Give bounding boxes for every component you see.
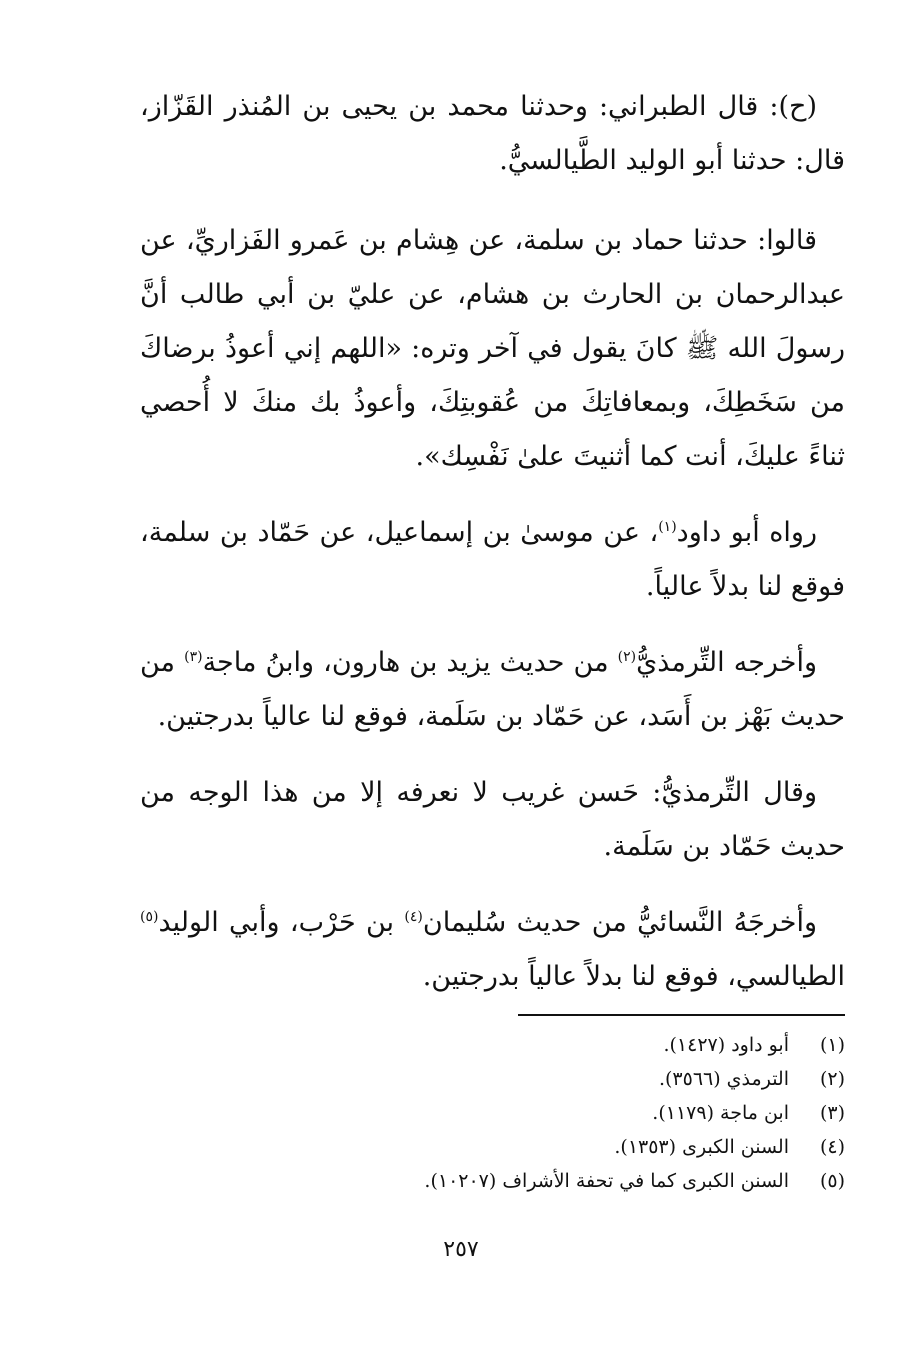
- footnote-text: ابن ماجة (١١٧٩).: [652, 1102, 789, 1124]
- footnote-number: (٤): [819, 1136, 845, 1158]
- footnotes-section: [140, 1028, 845, 1198]
- footnote-3: [140, 1096, 845, 1130]
- paragraph-text: (ح): قال الطبراني: وحدثنا محمد بن يحيى بن المُنذر القَزّاز، قال: حدثنا أبو الوليد الطَّيالسيُّ.: [140, 91, 845, 176]
- paragraph-nasai: [140, 896, 845, 1004]
- footnote-text: الترمذي (٣٥٦٦).: [658, 1068, 789, 1090]
- paragraph-text: وقال التِّرمذيُّ: حَسن غريب لا نعرفه إلا من هذا الوجه من حديث حَمّاد بن سَلَمة.: [140, 777, 845, 862]
- footnote-text: أبو داود (١٤٢٧).: [663, 1034, 789, 1056]
- paragraph-text: الطيالسي، فوقع لنا بدلاً عالياً بدرجتين.: [422, 961, 845, 992]
- paragraph-text: من حديث يزيد بن هارون، وابنُ ماجة: [202, 647, 618, 678]
- paragraph-text: ، عن موسىٰ بن إسماعيل، عن حَمّاد بن سلمة، فوقع لنا بدلاً عالياً.: [140, 517, 845, 602]
- paragraph-abu-dawud: [140, 506, 845, 614]
- paragraph-hadith-text: [140, 214, 845, 484]
- footnote-ref-3[interactable]: (٣): [184, 649, 203, 665]
- footnote-2: [140, 1062, 845, 1096]
- footnote-ref-1[interactable]: (١): [658, 519, 677, 535]
- paragraph-tirmidhi-grading: [140, 766, 845, 874]
- paragraph-text: بن حَرْب، وأبي الوليد: [158, 907, 405, 938]
- footnote-ref-2[interactable]: (٢): [617, 649, 637, 665]
- footnote-1: [140, 1028, 845, 1062]
- paragraph-text: من حديث بَهْز بن أَسَد، عن حَمّاد بن سَلَمة، فوقع لنا عالياً بدرجتين.: [140, 647, 845, 732]
- footnote-text: السنن الكبرى كما في تحفة الأشراف (١٠٢٠٧).: [424, 1170, 789, 1192]
- footnote-ref-5[interactable]: (٥): [140, 909, 159, 925]
- main-text: [140, 80, 845, 1026]
- footnote-number: (٢): [819, 1068, 845, 1090]
- paragraph-text: قالوا: حدثنا حماد بن سلمة، عن هِشام بن عَمرو الفَزاريِّ، عن عبدالرحمان بن الحارث بن هشام، عن عليّ بن أبي طالب أنَّ رسولَ الله ﷺ كانَ يقول في آخر وتره: «اللهم إني أعوذُ برضاكَ من سَخَطِكَ، وبمعافاتِكَ من عُقوبتِكَ، وأعوذُ بك منكَ لا أُحصي ثناءً عليكَ، أنت كما أثنيتَ علىٰ نَفْسِك».: [140, 225, 845, 472]
- footnote-number: (١): [819, 1034, 845, 1056]
- page-number: ٢٥٧: [443, 1237, 479, 1262]
- footnote-number: (٣): [819, 1102, 845, 1124]
- paragraph-isnad-tabarani: [140, 80, 845, 188]
- footnote-text: السنن الكبرى (١٣٥٣).: [614, 1136, 789, 1158]
- footnote-ref-4[interactable]: (٤): [404, 909, 423, 925]
- paragraph-text: وأخرجه التِّرمذيُّ: [636, 647, 818, 678]
- paragraph-tirmidhi-ibn-majah: [140, 636, 845, 744]
- paragraph-text: رواه أبو داود: [676, 517, 817, 548]
- footnote-4: [140, 1130, 845, 1164]
- footnote-5: [140, 1164, 845, 1198]
- footnote-divider: [518, 1014, 845, 1016]
- footnote-number: (٥): [819, 1170, 845, 1192]
- paragraph-text: وأخرجَهُ النَّسائيُّ من حديث سُليمان: [422, 907, 817, 938]
